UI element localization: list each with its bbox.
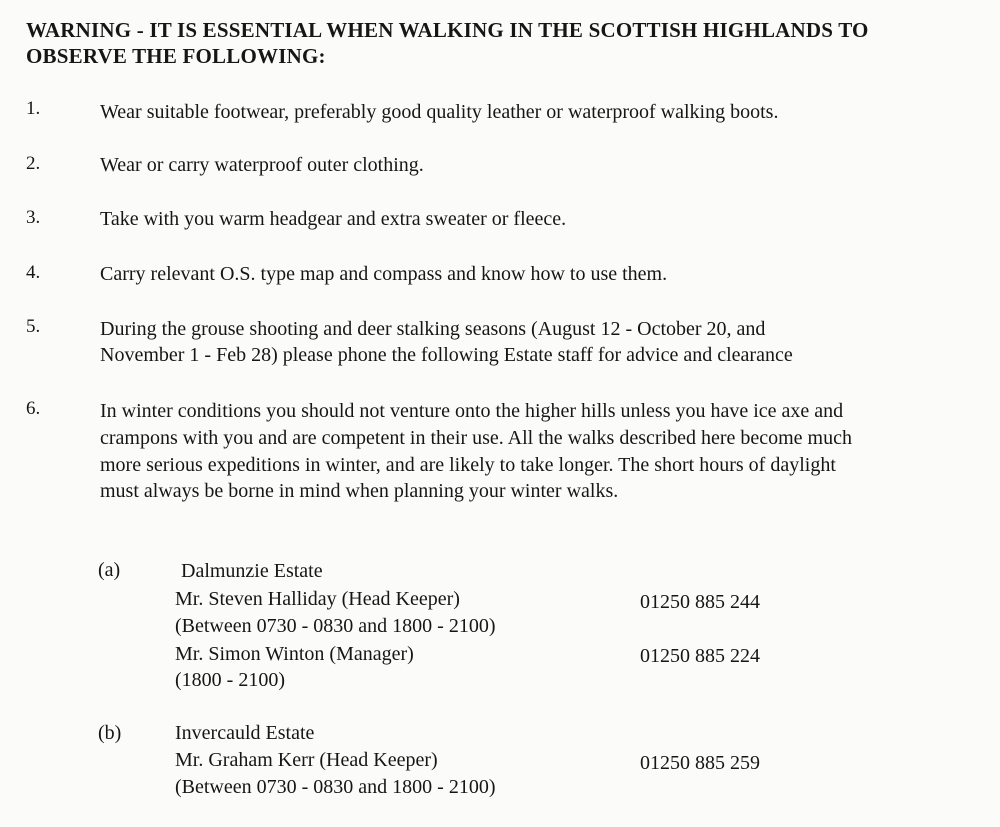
item-text: Carry relevant O.S. type map and compass and know how to use them. <box>100 263 668 285</box>
contact-person: Mr. Steven Halliday (Head Keeper) <box>175 588 460 610</box>
contact-hours: (Between 0730 - 0830 and 1800 - 2100) <box>175 776 496 798</box>
phone-number: 01250 885 244 <box>640 591 760 613</box>
item-text: Wear or carry waterproof outer clothing. <box>100 154 424 176</box>
phone-number: 01250 885 259 <box>640 752 760 774</box>
item-number: 5. <box>26 316 41 337</box>
item-text: Take with you warm headgear and extra sweater or fleece. <box>100 208 567 230</box>
item-number: 3. <box>26 207 41 228</box>
item-number: 2. <box>26 153 41 174</box>
item-text: In winter conditions you should not venture onto the higher hills unless you have ice axe and <box>100 400 844 422</box>
item-number: 1. <box>26 98 41 119</box>
contact-person: Mr. Graham Kerr (Head Keeper) <box>175 749 438 771</box>
contact-hours: (Between 0730 - 0830 and 1800 - 2100) <box>175 615 496 637</box>
warning-heading-line-2: OBSERVE THE FOLLOWING: <box>26 44 326 68</box>
phone-number: 01250 885 224 <box>640 645 760 667</box>
contact-label: (b) <box>98 722 122 744</box>
estate-name: Dalmunzie Estate <box>181 560 323 582</box>
contact-label: (a) <box>98 559 121 581</box>
item-number: 6. <box>26 398 41 419</box>
contact-person: Mr. Simon Winton (Manager) <box>175 643 414 665</box>
item-text: crampons with you and are competent in their use. All the walks described here become much <box>100 427 852 449</box>
item-text: During the grouse shooting and deer stalking seasons (August 12 - October 20, and <box>100 318 766 340</box>
contact-hours: (1800 - 2100) <box>175 669 285 691</box>
item-text: November 1 - Feb 28) please phone the following Estate staff for advice and clearance <box>100 344 793 366</box>
warning-heading-line-1: WARNING - IT IS ESSENTIAL WHEN WALKING IN THE SCOTTISH HIGHLANDS TO <box>26 18 869 42</box>
item-text: Wear suitable footwear, preferably good quality leather or waterproof walking boots. <box>100 101 779 123</box>
item-text: must always be borne in mind when planning your winter walks. <box>100 480 619 502</box>
item-number: 4. <box>26 262 41 283</box>
item-text: more serious expeditions in winter, and are likely to take longer. The short hours of daylight <box>100 454 836 476</box>
estate-name: Invercauld Estate <box>175 722 315 744</box>
